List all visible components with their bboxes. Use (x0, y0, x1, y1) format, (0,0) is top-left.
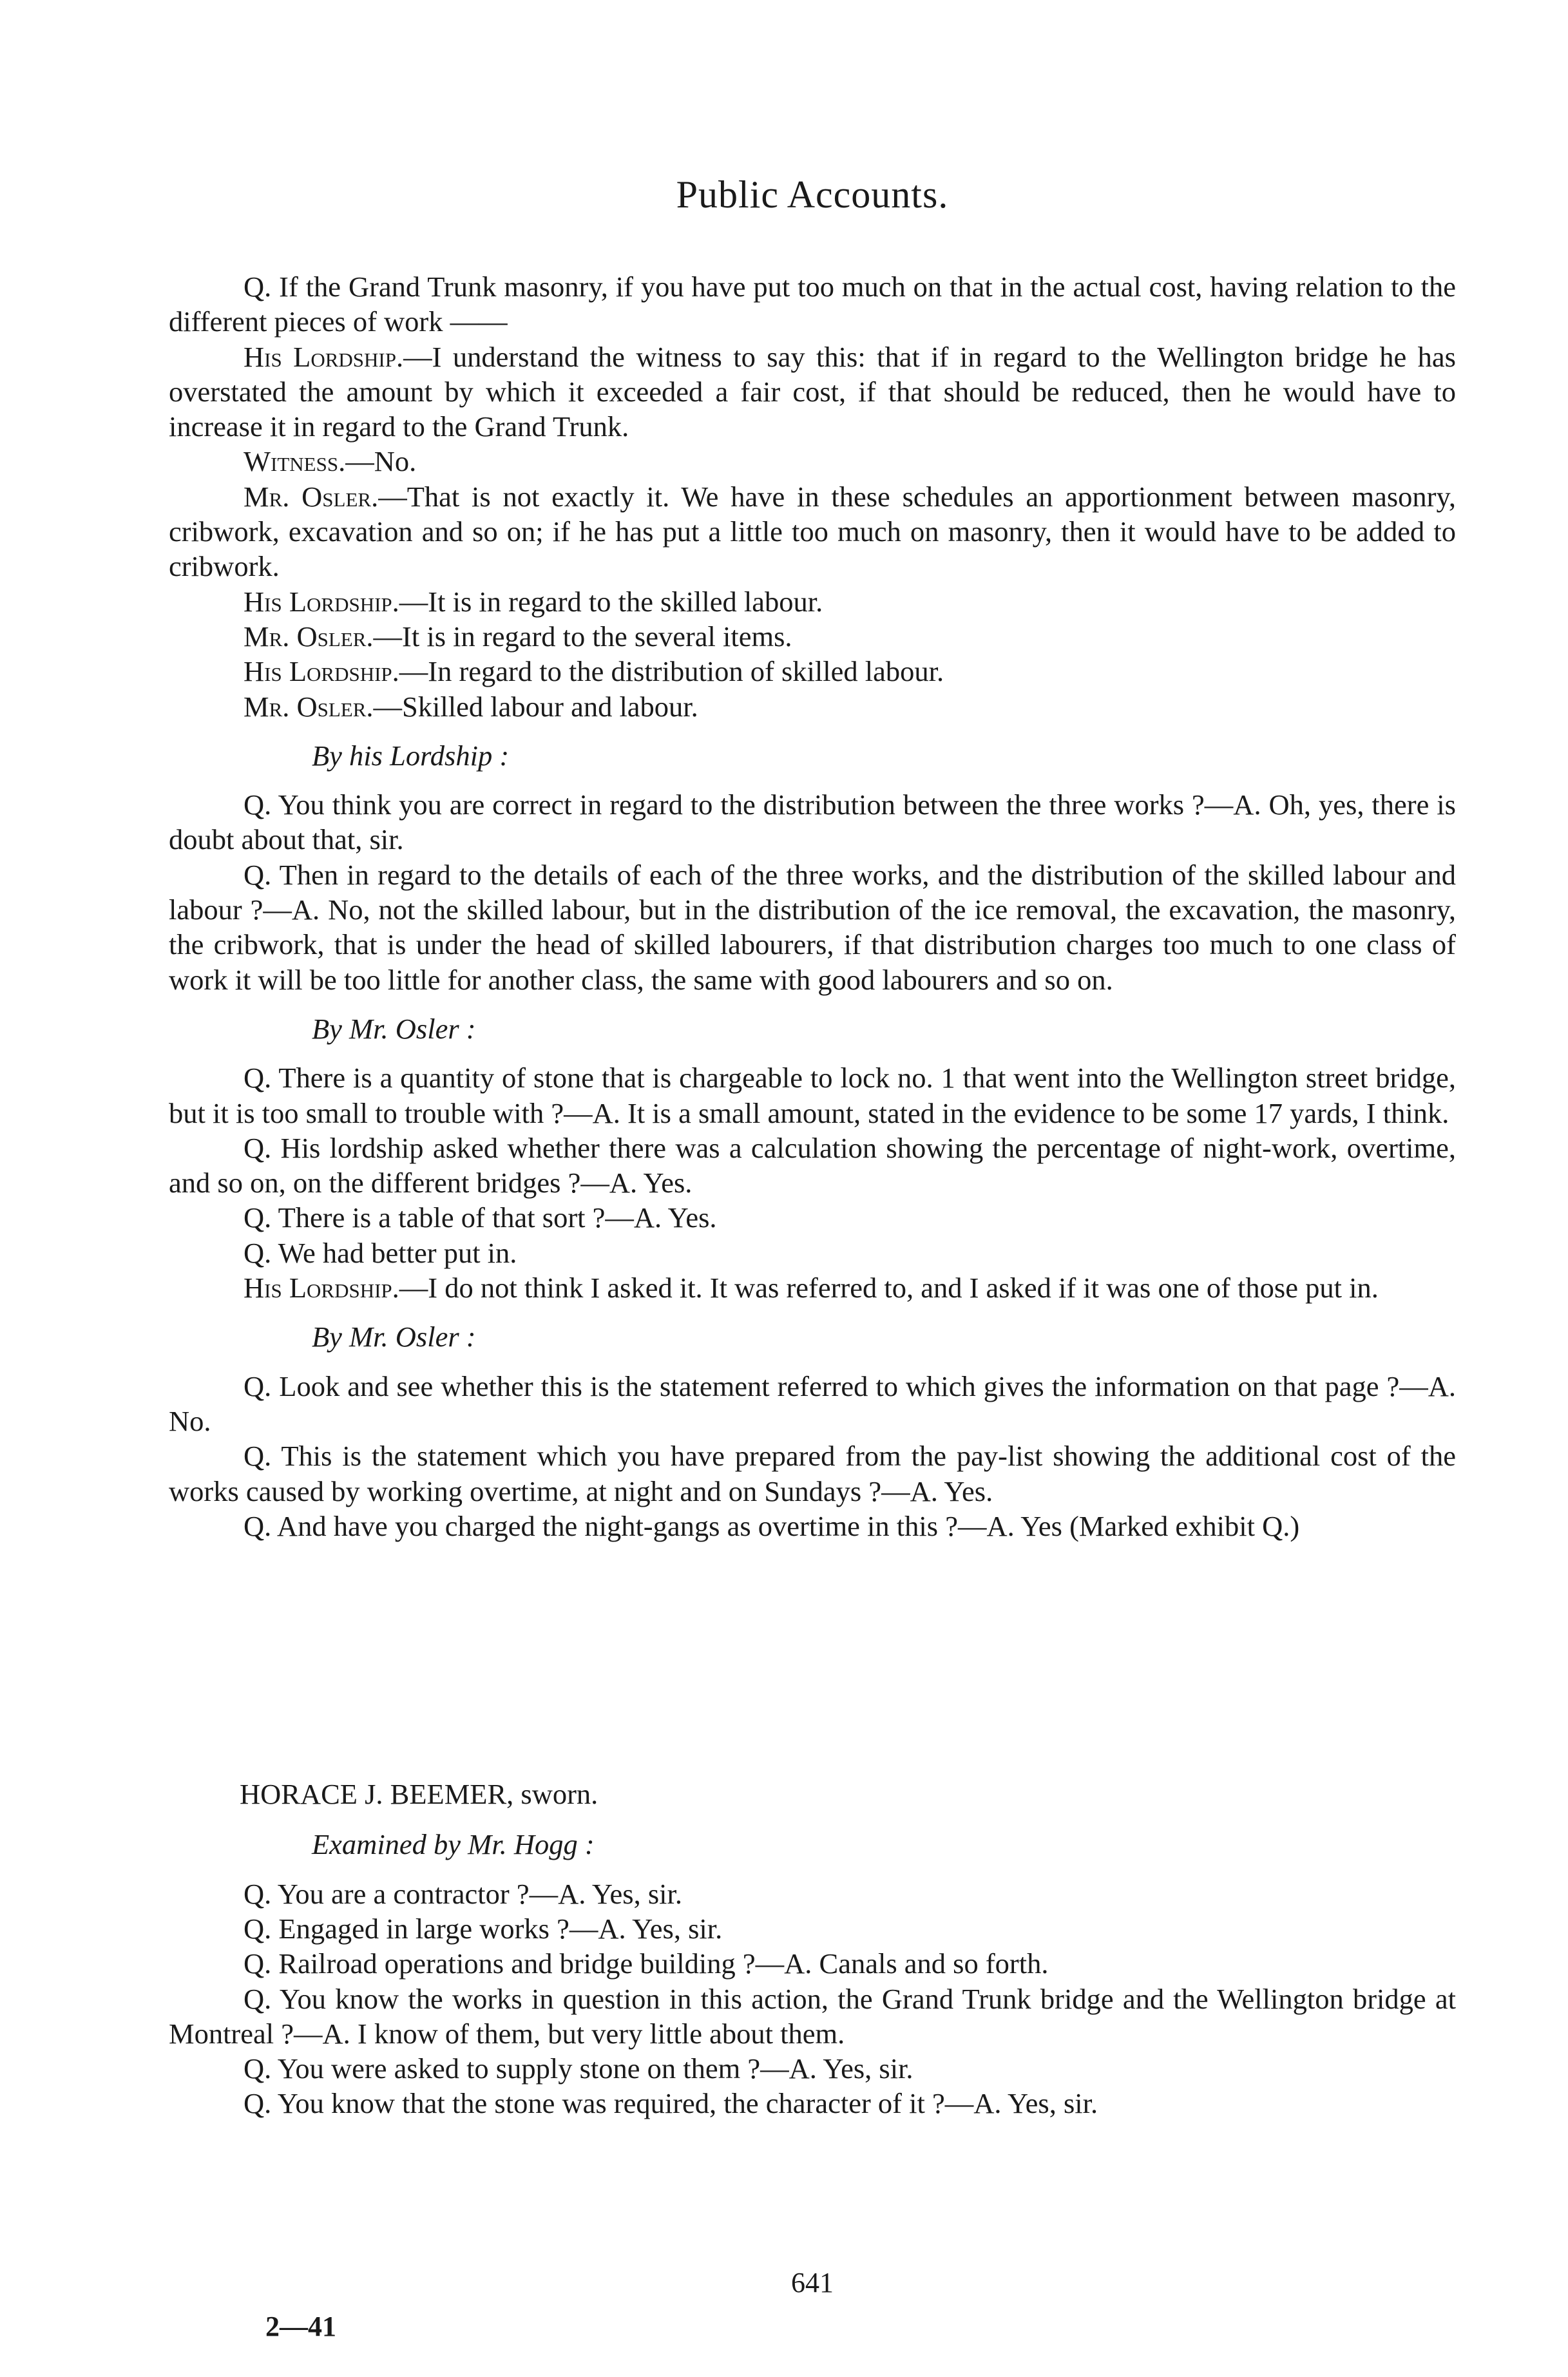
statement-paragraph (169, 689, 1456, 724)
statement-paragraph (169, 479, 1456, 584)
statement-text: —It is in regard to the several items. (373, 620, 792, 653)
statement-text: —I understand the witness to say this: that if in regard to the Wellington bridge he has overstated the amount by which it exceeded a fair cost, if that should be reduced, then he would have to increase it in regard to the Grand Trunk. (169, 340, 1457, 443)
statement-text: —That is not exactly it. We have in these schedules an apportionment between masonry, cribwork, excavation and so on; if he has put a little too much on masonry, then it would have to be added to cribwork. (169, 480, 1456, 583)
page-title: Public Accounts. (676, 173, 949, 216)
question-paragraph: Q. You know the works in question in this action, the Grand Trunk bridge and the Wellington bridge at Montreal ?—A. I know of them, but very little about them. (169, 1982, 1456, 2050)
witness-heading: HORACE J. BEEMER, sworn. (240, 1778, 598, 1811)
statement-text: —In regard to the distribution of skilled labour. (399, 655, 944, 688)
statement-text: —No. (345, 445, 417, 478)
speaker-name: Mr. Osler. (244, 620, 374, 653)
statement-text: —Skilled labour and labour. (373, 690, 698, 723)
statement-text: —I do not think I asked it. It was referred to, and I asked if it was one of those put in. (399, 1272, 1379, 1304)
speaker-name: Mr. Osler. (244, 690, 374, 723)
question-paragraph: Q. You know that the stone was required, the character of it ?—A. Yes, sir. (244, 2087, 1098, 2120)
speaker-name: His Lordship. (244, 340, 404, 373)
statement-paragraph (169, 584, 1456, 619)
section-heading: By his Lordship : (312, 739, 510, 772)
question-paragraph: Q. There is a quantity of stone that is chargeable to lock no. 1 that went into the Wellington street bridge, but it is too small to trouble with ?—A. It is a small amount, stated in the evidence to be some 17 yards, I think. (169, 1062, 1456, 1129)
section-heading: By Mr. Osler : (312, 1321, 476, 1353)
document-body (169, 269, 1456, 2121)
question-paragraph: Q. Then in regard to the details of each of the three works, and the distribution of the skilled labour and labour ?—A. No, not the skilled labour, but in the distribution of the ice removal, the excavation, the masonry, the cribwork, that is under the head of skilled labourers, if that distribution charges too much to one class of work it will be too little for another class, the same with good labourers and so on. (169, 858, 1456, 996)
question-paragraph: Q. His lordship asked whether there was a calculation showing the percentage of night-work, overtime, and so on, on the different bridges ?—A. Yes. (169, 1131, 1456, 1199)
page-number: 641 (791, 2267, 834, 2298)
statement-paragraph (169, 654, 1456, 689)
printer-signature: 2—41 (265, 2311, 336, 2342)
speaker-name: Witness. (244, 445, 346, 478)
section-heading: By Mr. Osler : (312, 1012, 476, 1045)
statement-text: —It is in regard to the skilled labour. (399, 585, 823, 618)
question-paragraph: Q. Look and see whether this is the statement referred to which gives the information on that page ?—A. No. (169, 1370, 1456, 1437)
question-paragraph: Q. If the Grand Trunk masonry, if you have put too much on that in the actual cost, having relation to the different pieces of work —— (169, 271, 1456, 338)
question-paragraph: Q. You are a contractor ?—A. Yes, sir. (244, 1877, 683, 1910)
speaker-name: His Lordship. (244, 655, 399, 688)
question-paragraph: Q. And have you charged the night-gangs as overtime in this ?—A. Yes (Marked exhibit Q.) (244, 1509, 1300, 1542)
section-heading: Examined by Mr. Hogg : (312, 1828, 595, 1861)
statement-paragraph (169, 339, 1456, 444)
speaker-name: His Lordship. (244, 1272, 399, 1304)
question-paragraph: Q. Engaged in large works ?—A. Yes, sir. (244, 1912, 723, 1945)
speaker-name: His Lordship. (244, 585, 399, 618)
statement-paragraph (169, 1270, 1456, 1305)
question-paragraph: Q. We had better put in. (244, 1236, 517, 1269)
section-gap (169, 1543, 1456, 1777)
question-paragraph: Q. This is the statement which you have prepared from the pay-list showing the additional cost of the works caused by working overtime, at night and on Sundays ?—A. Yes. (169, 1440, 1456, 1507)
statement-paragraph (169, 444, 1456, 479)
question-paragraph: Q. Railroad operations and bridge building ?—A. Canals and so forth. (244, 1947, 1049, 1980)
question-paragraph: Q. You were asked to supply stone on them ?—A. Yes, sir. (244, 2052, 913, 2085)
statement-paragraph (169, 619, 1456, 654)
question-paragraph: Q. There is a table of that sort ?—A. Yes. (244, 1201, 717, 1234)
speaker-name: Mr. Osler. (244, 480, 379, 513)
question-paragraph: Q. You think you are correct in regard to the distribution between the three works ?—A. Oh, yes, there is doubt about that, sir. (169, 788, 1456, 856)
